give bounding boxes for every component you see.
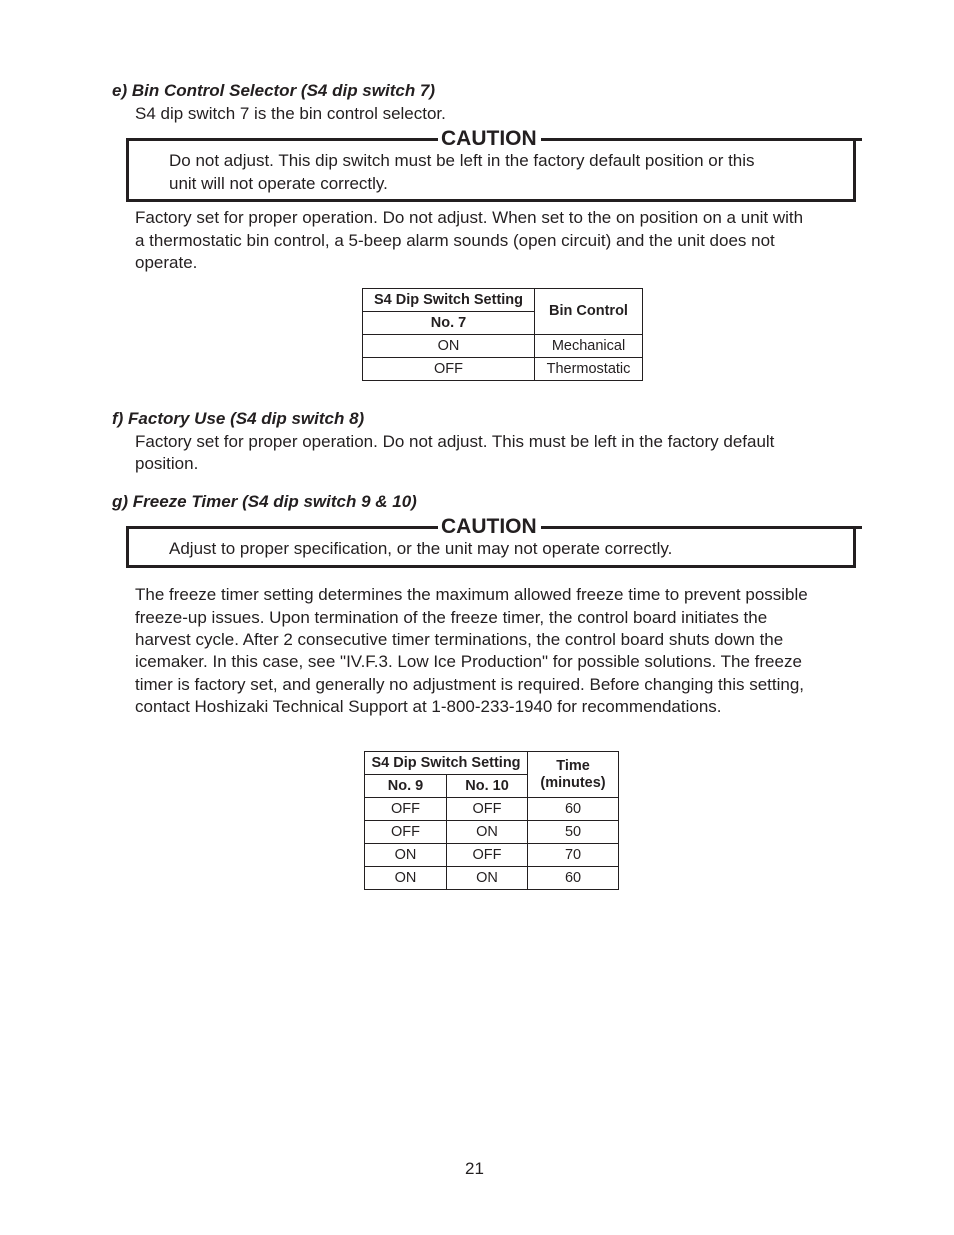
section-e-intro: S4 dip switch 7 is the bin control selector. — [135, 104, 446, 123]
table-row — [365, 821, 619, 844]
table-row — [365, 867, 619, 890]
timer-table-cell-no10: OFF — [447, 844, 528, 867]
section-e-body-line1: Factory set for proper operation. Do not adjust. When set to the on position on a unit with — [135, 208, 804, 227]
caution-text-g-line1: Adjust to proper specification, or the unit may not operate correctly. — [169, 539, 673, 558]
section-g-body-line1: The freeze timer setting determines the maximum allowed freeze time to prevent possible — [135, 585, 808, 604]
timer-table-cell-no10: OFF — [447, 798, 528, 821]
timer-table-header-time-line1: Time — [556, 757, 590, 774]
timer-table-header-time — [528, 752, 619, 798]
timer-table-cell-time: 60 — [528, 798, 619, 821]
caution-box-e — [126, 127, 856, 202]
bin-table-cell-control: Mechanical — [535, 335, 643, 358]
timer-table-header-time-line2: (minutes) — [540, 774, 606, 791]
table-row — [365, 798, 619, 821]
section-g-body-line3: harvest cycle. After 2 consecutive timer terminations, the control board shuts down the — [135, 630, 784, 649]
timer-table-header-no9: No. 9 — [365, 775, 447, 798]
section-f-heading: f) Factory Use (S4 dip switch 8) — [112, 409, 365, 428]
bin-table-cell-no7: OFF — [363, 358, 535, 381]
timer-table-cell-time: 50 — [528, 821, 619, 844]
bin-table-header-control: Bin Control — [535, 289, 643, 335]
section-g-body-line6: contact Hoshizaki Technical Support at 1-800-233-1940 for recommendations. — [135, 697, 722, 716]
section-g-body-line2: freeze-up issues. Upon termination of the freeze timer, the control board initiates the — [135, 608, 768, 627]
section-e-heading: e) Bin Control Selector (S4 dip switch 7) — [112, 81, 436, 100]
timer-table-cell-no9: OFF — [365, 821, 447, 844]
section-g-body-line5: timer is factory set, and generally no adjustment is required. Before changing this setting, — [135, 675, 805, 694]
timer-table-cell-no10: ON — [447, 821, 528, 844]
table-row — [363, 335, 643, 358]
timer-table-cell-time: 70 — [528, 844, 619, 867]
bin-control-table — [362, 288, 643, 381]
bin-table-cell-control: Thermostatic — [535, 358, 643, 381]
section-e-body-line3: operate. — [135, 253, 198, 272]
caution-title-g: CAUTION — [438, 515, 540, 539]
freeze-timer-table — [364, 751, 619, 890]
timer-table-cell-no10: ON — [447, 867, 528, 890]
table-row — [363, 358, 643, 381]
timer-table-cell-time: 60 — [528, 867, 619, 890]
timer-table-cell-no9: ON — [365, 844, 447, 867]
bin-table-cell-no7: ON — [363, 335, 535, 358]
section-e-body-line2: a thermostatic bin control, a 5-beep alarm sounds (open circuit) and the unit does not — [135, 231, 775, 250]
timer-table-header-no10: No. 10 — [447, 775, 528, 798]
table-row — [365, 844, 619, 867]
caution-title-e: CAUTION — [438, 127, 540, 151]
timer-table-cell-no9: OFF — [365, 798, 447, 821]
bin-table-header-setting: S4 Dip Switch Setting — [363, 289, 535, 312]
timer-table-header-setting: S4 Dip Switch Setting — [365, 752, 528, 775]
timer-table-cell-no9: ON — [365, 867, 447, 890]
caution-text-e-line2: unit will not operate correctly. — [169, 174, 388, 193]
section-f-line2: position. — [135, 454, 199, 473]
caution-box-g — [126, 515, 856, 568]
caution-text-e-line1: Do not adjust. This dip switch must be left in the factory default position or this — [169, 151, 755, 170]
section-g-heading: g) Freeze Timer (S4 dip switch 9 & 10) — [112, 492, 417, 511]
bin-table-header-no7: No. 7 — [363, 312, 535, 335]
section-f-line1: Factory set for proper operation. Do not adjust. This must be left in the factory default — [135, 432, 775, 451]
section-g-body-line4: icemaker. In this case, see "IV.F.3. Low Ice Production" for possible solutions. The freeze — [135, 652, 802, 671]
page-number: 21 — [465, 1159, 484, 1178]
